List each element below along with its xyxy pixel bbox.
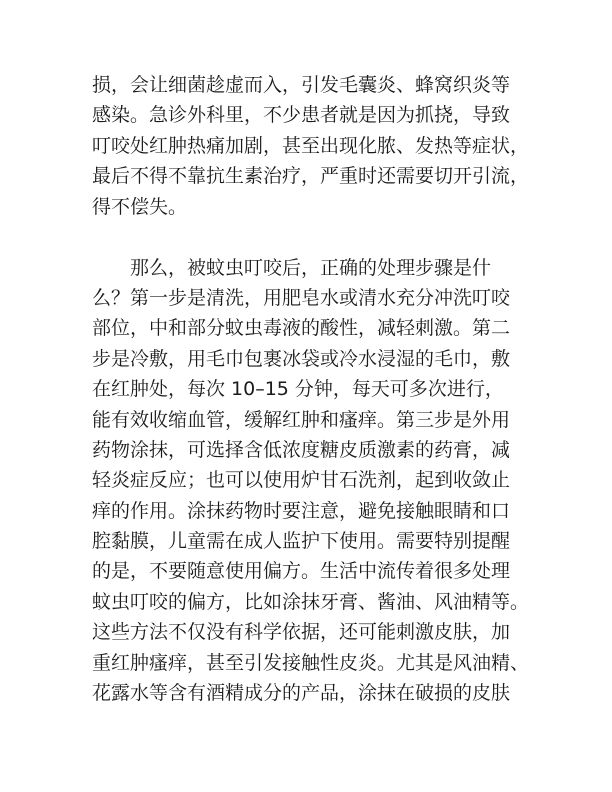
text-line: 损，会让细菌趁虚而入，引发毛囊炎、蜂窝织炎等 xyxy=(92,74,511,96)
paragraph-2 xyxy=(92,253,530,709)
text-line: 最后不得不靠抗生素治疗，严重时还需要切开引流， xyxy=(92,165,530,188)
text-line: 重红肿瘙痒，甚至引发接触性皮炎。尤其是风油精、 xyxy=(92,651,530,674)
text-line: 药物涂抹，可选择含低浓度糖皮质激素的药膏，减 xyxy=(92,438,511,461)
text-line: 轻炎症反应；也可以使用炉甘石洗剂，起到收敛止 xyxy=(92,469,511,492)
paragraph-spacer xyxy=(92,222,520,253)
text-line: 在红肿处，每次 10–15 分钟，每天可多次进行， xyxy=(92,378,504,401)
text-line: 感染。急诊外科里，不少患者就是因为抓挠，导致 xyxy=(92,104,511,127)
text-line: 痒的作用。涂抹药物时要注意，避免接触眼睛和口 xyxy=(92,499,511,522)
text-line: 这些方法不仅没有科学依据，还可能刺激皮肤，加 xyxy=(92,621,511,644)
text-line: 部位，中和部分蚊虫毒液的酸性，减轻刺激。第二 xyxy=(92,317,511,340)
text-line: 步是冷敷，用毛巾包裹冰袋或冷水浸湿的毛巾，敷 xyxy=(92,347,511,370)
text-line: 那么，被蚊虫叮咬后，正确的处理步骤是什 xyxy=(130,256,492,279)
text-line: 能有效收缩血管，缓解红肿和瘙痒。第三步是外用 xyxy=(92,408,511,431)
text-line: 花露水等含有酒精成分的产品，涂抹在破损的皮肤 xyxy=(92,682,511,705)
body-text xyxy=(92,70,530,708)
text-line: 的是，不要随意使用偏方。生活中流传着很多处理 xyxy=(92,560,511,583)
text-line: 蚊虫叮咬的偏方，比如涂抹牙膏、酱油、风油精等。 xyxy=(92,590,530,613)
paragraph-1 xyxy=(92,70,530,222)
text-line: 么？第一步是清洗，用肥皂水或清水充分冲洗叮咬 xyxy=(92,286,511,309)
text-line: 得不偿失。 xyxy=(92,195,188,218)
text-line: 腔黏膜，儿童需在成人监护下使用。需要特别提醒 xyxy=(92,530,511,553)
text-line: 叮咬处红肿热痛加剧，甚至出现化脓、发热等症状， xyxy=(92,134,530,157)
